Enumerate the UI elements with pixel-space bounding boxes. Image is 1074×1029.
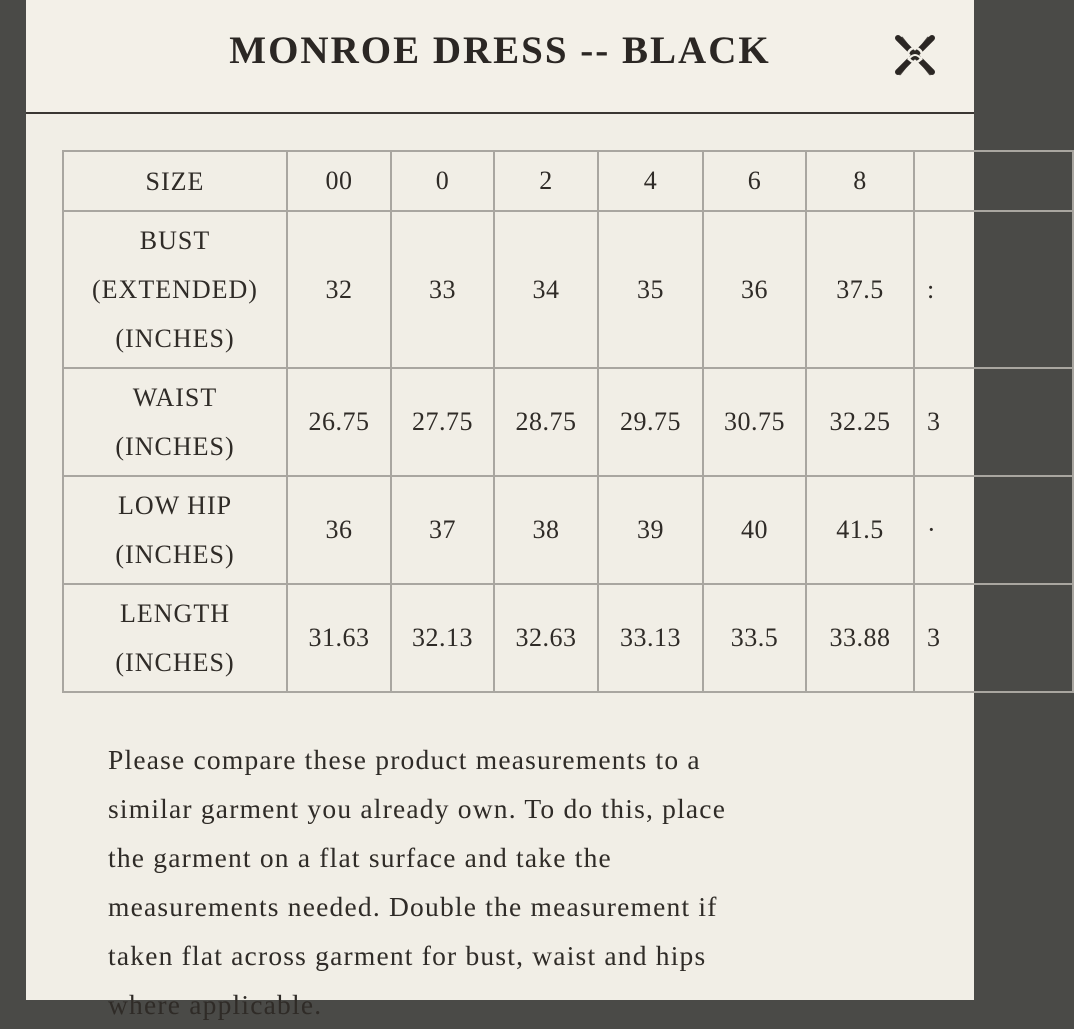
table-cell: 26.75 bbox=[287, 368, 391, 476]
close-button[interactable] bbox=[890, 30, 940, 80]
table-cell: 37.5 bbox=[806, 211, 914, 368]
table-cell: 37 bbox=[391, 476, 494, 584]
table-cell: 32 bbox=[287, 211, 391, 368]
table-cell: · bbox=[914, 476, 1073, 584]
table-cell bbox=[914, 151, 1073, 211]
table-cell: 32.25 bbox=[806, 368, 914, 476]
table-cell: 33 bbox=[391, 211, 494, 368]
row-header: WAIST (INCHES) bbox=[63, 368, 287, 476]
table-row bbox=[63, 476, 1073, 584]
row-header: BUST (EXTENDED) (INCHES) bbox=[63, 211, 287, 368]
table-cell: 39 bbox=[598, 476, 703, 584]
table-cell: 34 bbox=[494, 211, 598, 368]
table-cell: 33.5 bbox=[703, 584, 806, 692]
table-cell: 0 bbox=[391, 151, 494, 211]
size-chart-modal bbox=[26, 0, 974, 1020]
table-cell: 6 bbox=[703, 151, 806, 211]
table-cell: 33.13 bbox=[598, 584, 703, 692]
table-cell: 32.63 bbox=[494, 584, 598, 692]
table-cell: 29.75 bbox=[598, 368, 703, 476]
table-cell: 38 bbox=[494, 476, 598, 584]
table-row bbox=[63, 211, 1073, 368]
size-table bbox=[62, 150, 1074, 693]
table-cell: 4 bbox=[598, 151, 703, 211]
table-cell: 3 bbox=[914, 584, 1073, 692]
table-cell: 36 bbox=[703, 211, 806, 368]
table-cell: 27.75 bbox=[391, 368, 494, 476]
table-cell: 41.5 bbox=[806, 476, 914, 584]
table-cell: 2 bbox=[494, 151, 598, 211]
table-row bbox=[63, 368, 1073, 476]
page-title: MONROE DRESS -- BLACK bbox=[229, 29, 771, 72]
measurement-instructions: Please compare these product measurements to a similar garment you already own. To do this, place the garment on a flat surface and take the measurements needed. Double the measurement if taken flat across garment for bust, waist and hips where applicable. bbox=[108, 744, 727, 1020]
table-cell: 30.75 bbox=[703, 368, 806, 476]
row-header: LOW HIP (INCHES) bbox=[63, 476, 287, 584]
table-cell: 35 bbox=[598, 211, 703, 368]
table-cell: : bbox=[914, 211, 1073, 368]
table-cell: 8 bbox=[806, 151, 914, 211]
size-table-container[interactable] bbox=[62, 150, 940, 695]
table-cell: 28.75 bbox=[494, 368, 598, 476]
table-row bbox=[63, 151, 1073, 211]
table-cell: 3 bbox=[914, 368, 1073, 476]
table-cell: 40 bbox=[703, 476, 806, 584]
modal-header bbox=[26, 0, 974, 114]
table-cell: 32.13 bbox=[391, 584, 494, 692]
row-header: SIZE bbox=[63, 151, 287, 211]
table-cell: 36 bbox=[287, 476, 391, 584]
table-row bbox=[63, 584, 1073, 692]
table-cell: 33.88 bbox=[806, 584, 914, 692]
close-icon bbox=[890, 30, 940, 80]
row-header: LENGTH (INCHES) bbox=[63, 584, 287, 692]
table-cell: 31.63 bbox=[287, 584, 391, 692]
table-cell: 00 bbox=[287, 151, 391, 211]
